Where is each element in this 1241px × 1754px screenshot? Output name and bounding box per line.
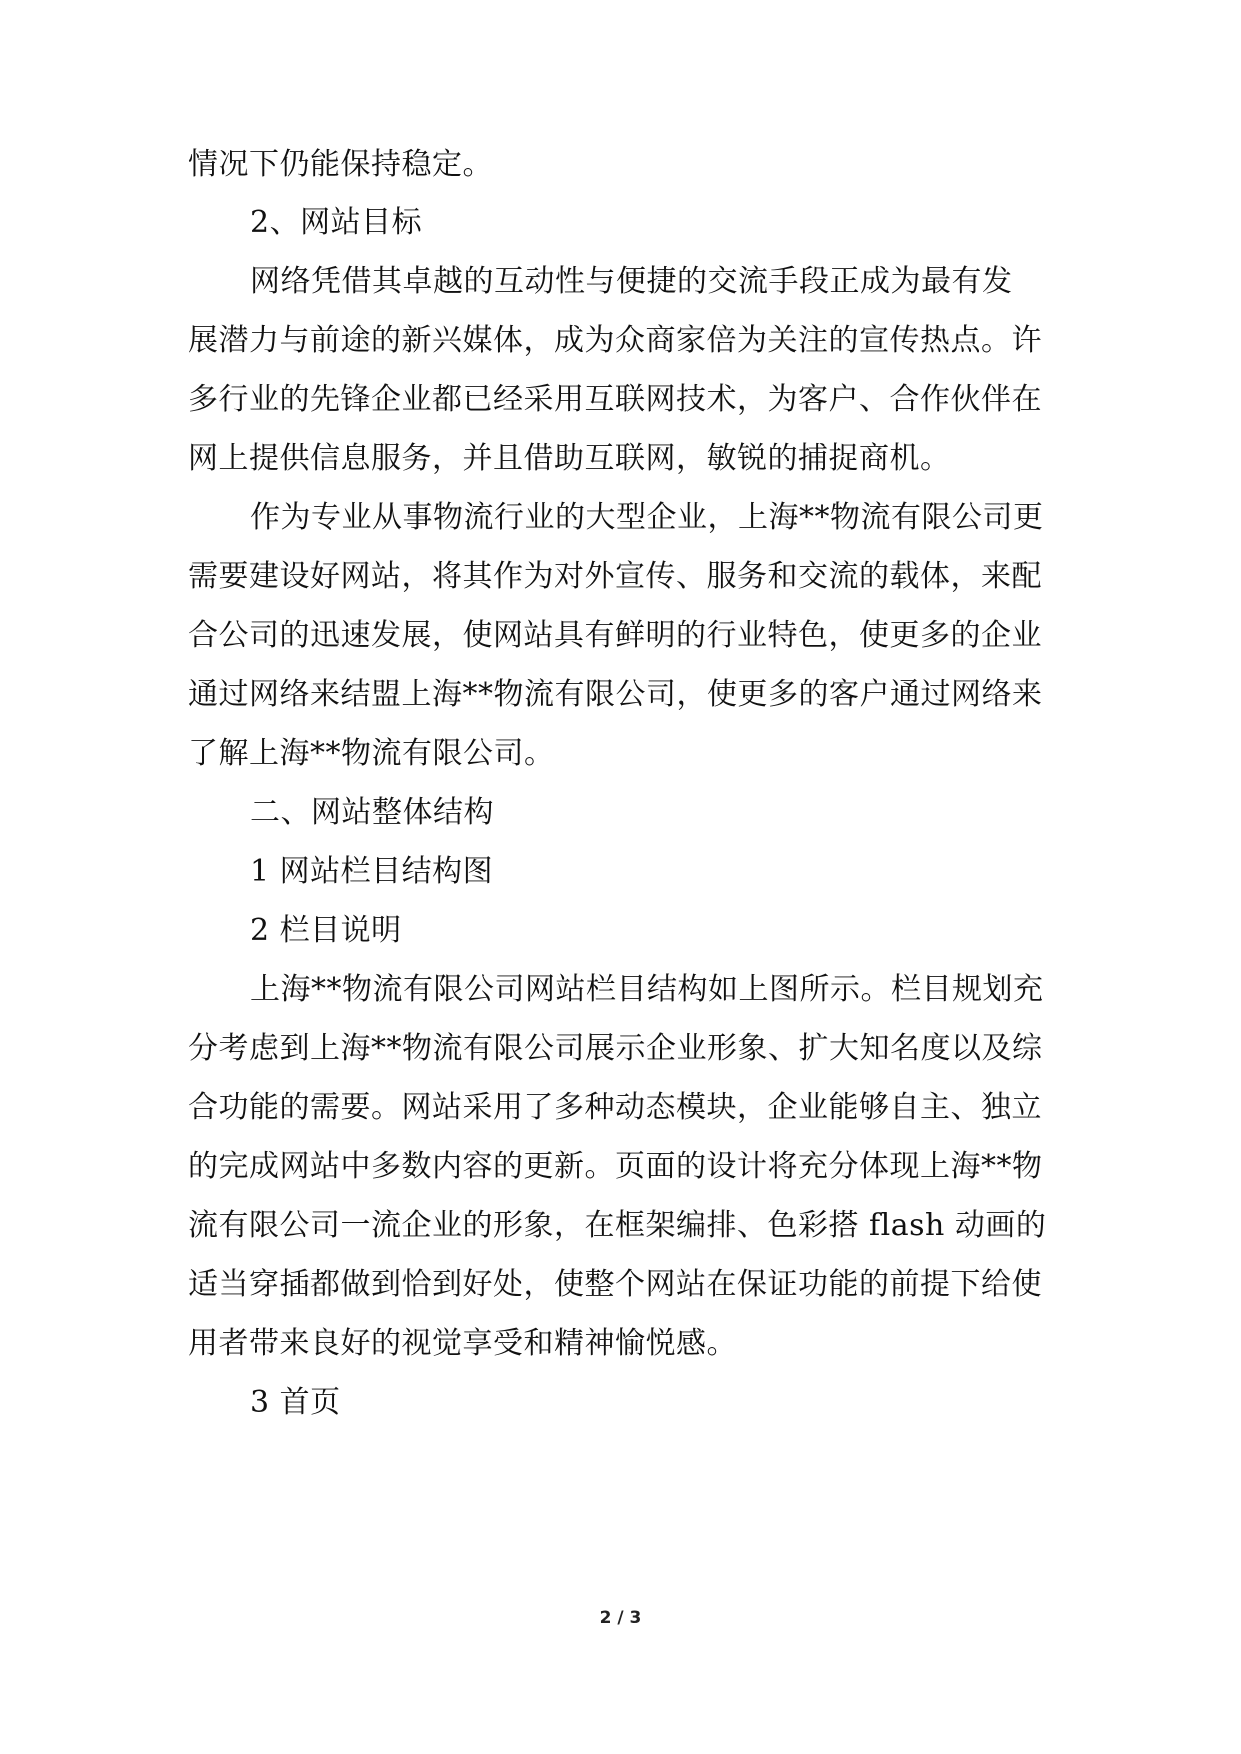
text-line: 情况下仍能保持稳定。	[188, 147, 493, 182]
section-heading: 2 栏目说明	[250, 913, 402, 948]
text-line: 的完成网站中多数内容的更新。页面的设计将充分体现上海**物	[188, 1149, 1043, 1184]
text-line: 网上提供信息服务，并且借助互联网，敏锐的捕捉商机。	[188, 441, 951, 476]
section-heading: 3 首页	[250, 1385, 341, 1420]
section-heading: 1 网站栏目结构图	[250, 854, 494, 889]
section-heading: 2、网站目标	[250, 205, 423, 240]
text-line: 需要建设好网站，将其作为对外宣传、服务和交流的载体，来配	[188, 559, 1042, 594]
text-line: 分考虑到上海**物流有限公司展示企业形象、扩大知名度以及综	[188, 1031, 1043, 1066]
text-line: 适当穿插都做到恰到好处，使整个网站在保证功能的前提下给使	[188, 1267, 1042, 1302]
text-line: 流有限公司一流企业的形象，在框架编排、色彩搭 flash 动画的	[188, 1208, 1047, 1243]
text-line: 网络凭借其卓越的互动性与便捷的交流手段正成为最有发	[250, 264, 1013, 299]
section-heading: 二、网站整体结构	[250, 795, 494, 830]
text-line: 上海**物流有限公司网站栏目结构如上图所示。栏目规划充	[250, 972, 1044, 1007]
page-number: 2 / 3	[599, 1608, 642, 1628]
text-line: 通过网络来结盟上海**物流有限公司，使更多的客户通过网络来	[188, 677, 1043, 712]
text-line: 合功能的需要。网站采用了多种动态模块，企业能够自主、独立	[188, 1090, 1042, 1125]
text-line: 用者带来良好的视觉享受和精神愉悦感。	[188, 1326, 737, 1361]
text-line: 多行业的先锋企业都已经采用互联网技术，为客户、合作伙伴在	[188, 382, 1042, 417]
text-line: 合公司的迅速发展，使网站具有鲜明的行业特色，使更多的企业	[188, 618, 1042, 653]
text-line: 展潜力与前途的新兴媒体，成为众商家倍为关注的宣传热点。许	[188, 323, 1042, 358]
text-line: 了解上海**物流有限公司。	[188, 736, 555, 771]
text-line: 作为专业从事物流行业的大型企业，上海**物流有限公司更	[250, 500, 1044, 535]
